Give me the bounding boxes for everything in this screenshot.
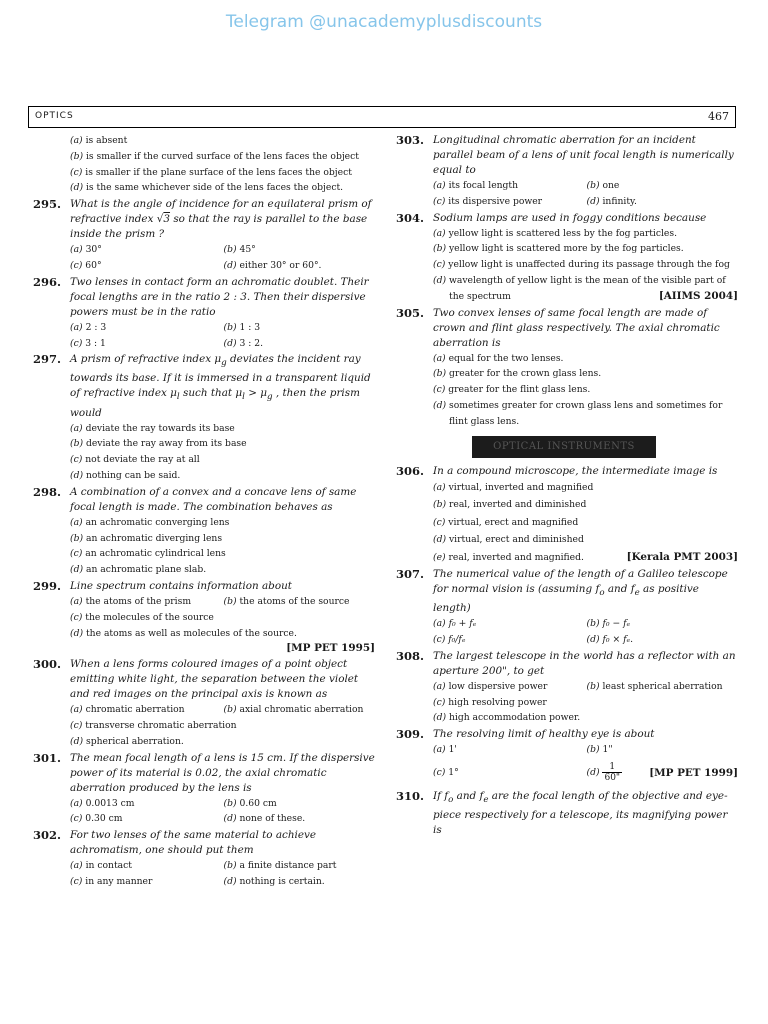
exam-tag: [MP PET 1995] (286, 642, 375, 655)
option-a: (a) deviate the ray towards its base (70, 422, 235, 434)
option-a: (a) chromatic aberration (70, 704, 185, 716)
question-text: Longitudinal chromatic aberration for an incident parallel beam of a lens of unit focal length is numerically equal to (433, 134, 734, 176)
question-305 (396, 306, 738, 430)
option-d: (d) virtual, erect and diminished (433, 534, 584, 546)
option-c: (c) transverse chromatic aberration (70, 720, 237, 732)
option-b: (b) 1 : 3 (223, 321, 261, 333)
option-c: (c) virtual, erect and magnified (433, 516, 579, 528)
exam-tag: [Kerala PMT 2003] (626, 550, 738, 563)
question-text: Two convex lenses of same focal length are made of crown and flint glass respectively. The axial chromatic aberration is (433, 306, 720, 349)
option-d: (d) high accommodation power. (433, 712, 581, 724)
sqrt-symbol: √ (156, 213, 164, 226)
question-297 (33, 352, 375, 483)
option-d: (d) either 30° or 60°. (223, 259, 322, 271)
option-a: (a) its focal length (433, 180, 519, 191)
option-b: (b) one (586, 180, 620, 191)
option-a: (a) equal for the two lenses. (433, 352, 564, 364)
question-309 (396, 727, 738, 788)
option-b: (b) deviate the ray away from its base (70, 438, 247, 450)
option-c: (c) high resolving power (433, 696, 547, 708)
option-a: (a) low dispersive power (433, 680, 548, 692)
option-a: (a) yellow light is scattered less by the fog particles. (433, 227, 678, 239)
question-number: 296. (33, 274, 62, 289)
subject-title: OPTICS (35, 111, 74, 121)
question-299 (33, 579, 375, 656)
option-b: (b) a finite distance part (223, 860, 337, 872)
option-a: (a) an achromatic converging lens (70, 516, 230, 528)
option-a: (a) f₀ + fₑ (433, 618, 477, 630)
question-310 (396, 789, 738, 838)
option-d: (d) is the same whichever side of the lens faces the object. (70, 182, 344, 194)
question-303 (396, 133, 738, 210)
question-number: 310. (396, 788, 425, 803)
question-text: A prism of refractive index $\mu_g$ deviates the incident ray towards its base. If it is immersed in a transparent liquid of refractive index $\mu_l$ such that $\mu_l > \mu_g$ , then the prism would (70, 353, 371, 419)
option-d: (d) wavelength of yellow light is the mean of the visible part of the spectrum [AIIMS 2004] (397, 273, 738, 305)
question-text: The largest telescope in the world has a reflector with an aperture 200", to get (433, 649, 736, 677)
question-number: 309. (396, 727, 425, 742)
option-b: (b) yellow light is scattered more by the fog particles. (433, 243, 684, 255)
question-number: 308. (396, 648, 425, 663)
option-b: (b) is smaller if the curved surface of the lens faces the object (70, 150, 359, 162)
option-d: (d) sometimes greater for crown glass lens and sometimes for flint glass lens. (433, 399, 723, 427)
question-308 (396, 649, 738, 726)
option-c: (c) not deviate the ray at all (70, 454, 200, 466)
question-text: If $f_o$ and $f_e$ are the focal length of the objective and eye-piece respectively for a telescope, its magnifying power is (433, 789, 728, 836)
option-d: (d) f₀ × fₑ. (586, 633, 633, 645)
option-a: (a) 1' (433, 744, 457, 756)
option-c: (c) 0.30 cm (70, 813, 123, 825)
question-text: Line spectrum contains information about (70, 579, 292, 592)
question-number: 297. (33, 352, 62, 367)
question-298 (33, 485, 375, 578)
question-301 (33, 751, 375, 828)
left-column (33, 133, 375, 891)
question-number: 295. (33, 197, 62, 212)
option-c: (c) is smaller if the plane surface of the lens faces the object (70, 166, 352, 178)
page-number: 467 (708, 110, 729, 123)
option-a: (a) 2 : 3 (70, 321, 107, 333)
watermark: Telegram @unacademyplusdiscounts (225, 12, 543, 32)
page-header (28, 106, 736, 128)
option-b: (b) axial chromatic aberration (223, 704, 364, 716)
option-d: (d) infinity. (586, 195, 637, 207)
option-b: (b) 45° (223, 244, 256, 256)
option-d: (d) nothing is certain. (223, 876, 325, 888)
question-295 (33, 197, 375, 274)
question-number: 305. (396, 305, 425, 320)
question-text: Two lenses in contact form an achromatic doublet. Their focal lengths are in the ratio 2 : 3. Then their dispersive powers must be in the ratio (70, 275, 369, 318)
option-c: (c) yellow light is unaffected during its passage through the fog (433, 259, 730, 271)
question-number: 306. (396, 463, 425, 478)
option-a: (a) virtual, inverted and magnified (433, 481, 594, 493)
option-d: (d) an achromatic plane slab. (70, 564, 207, 576)
option-c: (c) its dispersive power (433, 195, 543, 207)
option-c: (c) 60° (70, 259, 102, 271)
question-304 (396, 211, 738, 305)
option-c: (c) greater for the flint glass lens. (433, 384, 591, 396)
option-b: (b) least spherical aberration (586, 680, 723, 692)
question-296 (33, 275, 375, 352)
question-302 (33, 828, 375, 890)
option-e: (e) real, inverted and magnified. [Kerala PMT 2003] (397, 549, 738, 567)
question-number: 307. (396, 567, 425, 582)
option-d: (d) $\frac{1}{60"}$ [MP PET 1999] (587, 758, 739, 788)
option-c: (c) 1° (433, 766, 459, 778)
question-307 (396, 567, 738, 648)
question-text: For two lenses of the same material to achieve achromatism, one should put them (70, 829, 317, 857)
option-d: (d) 3 : 2. (223, 337, 264, 349)
option-d: (d) none of these. (223, 813, 306, 825)
option-b: (b) 1" (586, 744, 613, 756)
option-c: (c) 3 : 1 (70, 337, 106, 349)
option-d: (d) nothing can be said. (70, 469, 181, 481)
option-a: (a) 30° (70, 244, 102, 256)
option-b: (b) 0.60 cm (223, 797, 277, 809)
question-306 (396, 464, 738, 567)
question-number: 299. (33, 578, 62, 593)
section-heading: OPTICAL INSTRUMENTS (472, 436, 656, 458)
option-d: (d) the atoms as well as molecules of the source. (70, 627, 297, 639)
option-b: (b) real, inverted and diminished (433, 499, 587, 511)
question-number: 298. (33, 484, 62, 499)
question-number: 304. (396, 210, 425, 225)
option-c: (c) the molecules of the source (70, 611, 214, 623)
question-294-continued (33, 133, 375, 196)
question-number: 301. (33, 750, 62, 765)
question-number: 300. (33, 657, 62, 672)
option-d: (d) spherical aberration. (70, 735, 184, 747)
option-a: (a) the atoms of the prism (70, 595, 192, 607)
option-b: (b) f₀ − fₑ (586, 618, 631, 630)
question-300 (33, 657, 375, 749)
option-a: (a) is absent (70, 135, 128, 146)
exam-tag: [MP PET 1999] (649, 766, 738, 779)
question-text: What is the angle of incidence for an equilateral prism of refractive index √3 so that the ray is parallel to the base inside the prism ? (70, 198, 372, 241)
question-text: A combination of a convex and a concave lens of same focal length is made. The combination behaves as (70, 485, 357, 513)
option-c: (c) f₀/fₑ (433, 633, 466, 645)
option-b: (b) the atoms of the source (223, 595, 350, 607)
right-column (396, 133, 738, 839)
question-number: 302. (33, 828, 62, 843)
question-text: When a lens forms coloured images of a point object emitting white light, the separation between the violet and red images on the principal axis is known as (70, 658, 359, 701)
option-b: (b) an achromatic diverging lens (70, 532, 223, 544)
question-text: The mean focal length of a lens is 15 cm. If the dispersive power of its material is 0.02, the axial chromatic aberration produced by the lens is (70, 751, 375, 794)
option-c: (c) an achromatic cylindrical lens (70, 548, 226, 560)
question-text: In a compound microscope, the intermediate image is (433, 464, 718, 477)
exam-tag: [AIIMS 2004] (658, 289, 738, 302)
question-text: The numerical value of the length of a Galileo telescope for normal vision is (assuming $f_o$ and $f_e$ as positive length) (433, 568, 728, 615)
question-text: The resolving limit of healthy eye is about (433, 728, 655, 741)
option-a: (a) 0.0013 cm (70, 797, 135, 809)
option-c: (c) in any manner (70, 876, 153, 888)
fraction: $\frac{1}{60"}$ (604, 761, 621, 783)
question-text: Sodium lamps are used in foggy conditions because (433, 211, 707, 224)
option-a: (a) in contact (70, 860, 132, 872)
option-b: (b) greater for the crown glass lens. (433, 368, 602, 380)
question-number: 303. (396, 133, 425, 147)
